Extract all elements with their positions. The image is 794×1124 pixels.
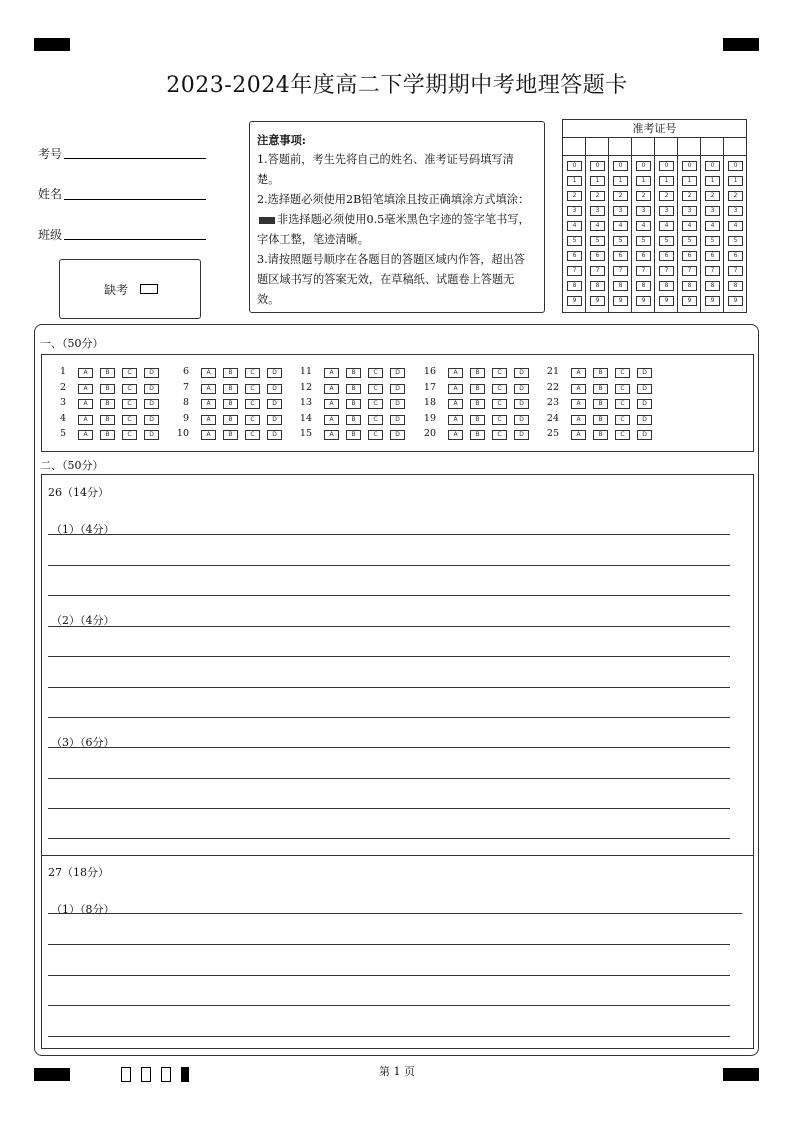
- question-number: 17: [423, 381, 436, 393]
- multiple-choice-grid: [41, 354, 754, 452]
- answer-bubble-b[interactable]: B: [346, 399, 361, 409]
- barcode-square: [141, 1067, 151, 1082]
- answer-writing-line[interactable]: [48, 808, 730, 809]
- admission-digit-bubble[interactable]: 7: [682, 266, 697, 276]
- answer-bubble-c[interactable]: C: [615, 430, 630, 440]
- answer-bubble-a[interactable]: A: [201, 384, 216, 394]
- admission-digit-bubble[interactable]: 2: [567, 191, 582, 201]
- answer-bubble-d[interactable]: D: [390, 368, 405, 378]
- answer-bubble-d[interactable]: D: [390, 415, 405, 425]
- admission-digit-bubble[interactable]: 6: [567, 251, 582, 261]
- question-number: 11: [299, 366, 312, 377]
- admission-digit-bubble[interactable]: 9: [705, 296, 720, 306]
- admission-digit-bubble[interactable]: 2: [705, 191, 720, 201]
- admission-digit-bubble[interactable]: 7: [613, 266, 628, 276]
- answer-bubble-c[interactable]: C: [492, 384, 507, 394]
- admission-digit-bubble[interactable]: 5: [728, 236, 743, 246]
- answer-writing-line[interactable]: [48, 1005, 730, 1006]
- admission-digit-bubble[interactable]: 5: [567, 236, 582, 246]
- admission-digit-bubble[interactable]: 8: [659, 281, 674, 291]
- answer-bubble-a[interactable]: A: [448, 415, 463, 425]
- answer-bubble-b[interactable]: B: [470, 415, 485, 425]
- question-number: 23: [546, 397, 559, 408]
- name-label: 姓名: [38, 187, 63, 201]
- section2-label: 二、（50分）: [40, 459, 104, 472]
- admission-digit-bubble[interactable]: 8: [728, 281, 743, 291]
- admission-digit-bubble[interactable]: 3: [659, 206, 674, 216]
- question-number: 22: [546, 381, 559, 393]
- admission-digit-bubble[interactable]: 7: [659, 266, 674, 276]
- admission-digit-bubble[interactable]: 1: [705, 176, 720, 186]
- barcode-square: [161, 1067, 171, 1082]
- answer-writing-line[interactable]: [48, 944, 730, 945]
- answer-bubble-b[interactable]: B: [593, 399, 608, 409]
- answer-bubble-d[interactable]: D: [267, 415, 282, 425]
- question-number: 8: [182, 397, 189, 408]
- section1-label: 一、（50分）: [40, 337, 104, 350]
- answer-bubble-c[interactable]: C: [492, 368, 507, 378]
- question-number: 4: [59, 412, 66, 424]
- admission-digit-bubble[interactable]: 7: [728, 266, 743, 276]
- answer-box-q26: [41, 474, 754, 856]
- question-number: 3: [59, 397, 66, 408]
- admission-digit-bubble[interactable]: 8: [636, 281, 651, 291]
- admission-digit-entry[interactable]: [701, 137, 723, 156]
- answer-bubble-a[interactable]: A: [448, 384, 463, 394]
- admission-digit-bubble[interactable]: 6: [682, 251, 697, 261]
- answer-bubble-b[interactable]: B: [593, 368, 608, 378]
- answer-bubble-a[interactable]: A: [571, 415, 586, 425]
- admission-digit-bubble[interactable]: 5: [613, 236, 628, 246]
- answer-bubble-a[interactable]: A: [78, 399, 93, 409]
- answer-bubble-b[interactable]: B: [223, 430, 238, 440]
- admission-digit-bubble[interactable]: 0: [567, 161, 582, 171]
- admission-digit-bubble[interactable]: 9: [728, 296, 743, 306]
- admission-digit-bubble[interactable]: 7: [567, 266, 582, 276]
- q26-label: 26（14分）: [48, 486, 109, 499]
- q27-label: 27（18分）: [48, 866, 109, 879]
- admission-digit-bubble[interactable]: 6: [590, 251, 605, 261]
- question-number: 14: [299, 412, 312, 424]
- answer-bubble-c[interactable]: C: [368, 368, 383, 378]
- answer-writing-line[interactable]: [48, 534, 730, 535]
- admission-digit-bubble[interactable]: 1: [636, 176, 651, 186]
- answer-bubble-d[interactable]: D: [637, 368, 652, 378]
- corner-mark-top-left: [34, 38, 70, 51]
- answer-bubble-d[interactable]: D: [144, 384, 159, 394]
- answer-bubble-c[interactable]: C: [368, 399, 383, 409]
- page-title: 2023-2024年度高二下学期期中考地理答题卡: [166, 73, 628, 98]
- answer-bubble-a[interactable]: A: [448, 368, 463, 378]
- question-number: 5: [59, 428, 66, 439]
- answer-bubble-a[interactable]: A: [571, 430, 586, 440]
- admission-digit-bubble[interactable]: 1: [590, 176, 605, 186]
- answer-bubble-b[interactable]: B: [470, 430, 485, 440]
- answer-bubble-c[interactable]: C: [122, 399, 137, 409]
- absent-label: 缺考: [104, 283, 129, 297]
- admission-digit-bubble[interactable]: 9: [613, 296, 628, 306]
- admission-digit-bubble[interactable]: 9: [567, 296, 582, 306]
- notes-item-2-a: 2.选择题必须使用2B铅笔填涂且按正确填涂方式填涂：: [257, 193, 530, 206]
- admission-digit-bubble[interactable]: 8: [590, 281, 605, 291]
- answer-bubble-c[interactable]: C: [245, 399, 260, 409]
- answer-bubble-d[interactable]: D: [514, 399, 529, 409]
- admission-digit-bubble[interactable]: 5: [659, 236, 674, 246]
- answer-writing-line[interactable]: [48, 778, 730, 779]
- answer-bubble-d[interactable]: D: [144, 368, 159, 378]
- q27-part1-label: （1）（8分）: [51, 903, 115, 916]
- admission-digit-bubble[interactable]: 3: [613, 206, 628, 216]
- admission-digit-bubble[interactable]: 1: [613, 176, 628, 186]
- answer-bubble-a[interactable]: A: [324, 415, 339, 425]
- answer-bubble-b[interactable]: B: [470, 399, 485, 409]
- question-number: 24: [546, 412, 559, 424]
- admission-digit-bubble[interactable]: 7: [590, 266, 605, 276]
- answer-bubble-a[interactable]: A: [78, 384, 93, 394]
- answer-writing-line[interactable]: [48, 717, 730, 718]
- answer-box-q27: [41, 855, 754, 1049]
- admission-digit-bubble[interactable]: 4: [636, 221, 651, 231]
- answer-bubble-c[interactable]: C: [122, 415, 137, 425]
- answer-bubble-a[interactable]: A: [78, 430, 93, 440]
- exam-no-label: 考号: [38, 147, 63, 161]
- answer-writing-line[interactable]: [48, 687, 730, 688]
- admission-column-divider: [563, 137, 724, 312]
- answer-bubble-a[interactable]: A: [571, 399, 586, 409]
- question-number: 12: [299, 381, 312, 393]
- answer-bubble-a[interactable]: A: [571, 368, 586, 378]
- question-number: 2: [59, 381, 66, 393]
- answer-bubble-d[interactable]: D: [267, 368, 282, 378]
- answer-bubble-d[interactable]: D: [144, 430, 159, 440]
- corner-mark-top-right: [723, 38, 759, 51]
- answer-bubble-c[interactable]: C: [245, 430, 260, 440]
- answer-bubble-c[interactable]: C: [615, 415, 630, 425]
- answer-bubble-b[interactable]: B: [346, 384, 361, 394]
- admission-digit-bubble[interactable]: 2: [613, 191, 628, 201]
- admission-digit-bubble[interactable]: 3: [567, 206, 582, 216]
- answer-bubble-a[interactable]: A: [78, 415, 93, 425]
- answer-bubble-c[interactable]: C: [122, 430, 137, 440]
- answer-bubble-d[interactable]: D: [390, 430, 405, 440]
- answer-bubble-a[interactable]: A: [324, 399, 339, 409]
- answer-bubble-d[interactable]: D: [390, 399, 405, 409]
- answer-writing-line[interactable]: [48, 565, 730, 566]
- admission-digit-bubble[interactable]: 2: [659, 191, 674, 201]
- admission-digit-bubble[interactable]: 6: [728, 251, 743, 261]
- question-number: 21: [546, 366, 559, 377]
- answer-bubble-a[interactable]: A: [324, 368, 339, 378]
- admission-digit-bubble[interactable]: 0: [613, 161, 628, 171]
- admission-digit-bubble[interactable]: 7: [636, 266, 651, 276]
- answer-bubble-c[interactable]: C: [492, 399, 507, 409]
- answer-bubble-b[interactable]: B: [223, 384, 238, 394]
- admission-number-grid: [562, 119, 747, 313]
- answer-bubble-d[interactable]: D: [267, 399, 282, 409]
- answer-bubble-d[interactable]: D: [637, 415, 652, 425]
- answer-bubble-b[interactable]: B: [346, 430, 361, 440]
- admission-digit-bubble[interactable]: 0: [590, 161, 605, 171]
- answer-bubble-b[interactable]: B: [100, 430, 115, 440]
- exam-no-field[interactable]: [64, 158, 206, 159]
- admission-digit-bubble[interactable]: 0: [682, 161, 697, 171]
- admission-digit-bubble[interactable]: 4: [613, 221, 628, 231]
- answer-bubble-b[interactable]: B: [100, 368, 115, 378]
- q26-part2-label: （2）（4分）: [51, 614, 115, 627]
- answer-bubble-d[interactable]: D: [637, 384, 652, 394]
- admission-digit-bubble[interactable]: 5: [636, 236, 651, 246]
- admission-digit-bubble[interactable]: 6: [636, 251, 651, 261]
- answer-bubble-c[interactable]: C: [245, 384, 260, 394]
- answer-bubble-b[interactable]: B: [470, 384, 485, 394]
- admission-digit-bubble[interactable]: 3: [590, 206, 605, 216]
- answer-bubble-b[interactable]: B: [470, 368, 485, 378]
- answer-bubble-b[interactable]: B: [346, 415, 361, 425]
- admission-digit-bubble[interactable]: 0: [659, 161, 674, 171]
- admission-digit-bubble[interactable]: 2: [636, 191, 651, 201]
- admission-digit-bubble[interactable]: 8: [613, 281, 628, 291]
- admission-digit-bubble[interactable]: 9: [682, 296, 697, 306]
- answer-writing-line[interactable]: [48, 595, 730, 596]
- admission-digit-bubble[interactable]: 8: [682, 281, 697, 291]
- admission-digit-bubble[interactable]: 9: [590, 296, 605, 306]
- admission-digit-bubble[interactable]: 5: [682, 236, 697, 246]
- admission-digit-bubble[interactable]: 1: [659, 176, 674, 186]
- notes-heading: 注意事项:: [257, 133, 306, 147]
- answer-bubble-b[interactable]: B: [223, 415, 238, 425]
- admission-digit-bubble[interactable]: 2: [590, 191, 605, 201]
- answer-bubble-b[interactable]: B: [593, 384, 608, 394]
- answer-bubble-b[interactable]: B: [100, 399, 115, 409]
- answer-bubble-b[interactable]: B: [223, 399, 238, 409]
- answer-bubble-a[interactable]: A: [201, 368, 216, 378]
- admission-digit-bubble[interactable]: 8: [705, 281, 720, 291]
- answer-bubble-d[interactable]: D: [514, 430, 529, 440]
- admission-digit-bubble[interactable]: 0: [705, 161, 720, 171]
- question-number: 9: [182, 412, 189, 424]
- admission-digit-bubble[interactable]: 1: [682, 176, 697, 186]
- answer-bubble-d[interactable]: D: [267, 430, 282, 440]
- question-number: 7: [182, 381, 189, 393]
- answer-writing-line[interactable]: [48, 656, 730, 657]
- answer-bubble-b[interactable]: B: [100, 415, 115, 425]
- answer-bubble-a[interactable]: A: [571, 384, 586, 394]
- answer-bubble-d[interactable]: D: [390, 384, 405, 394]
- answer-bubble-c[interactable]: C: [368, 415, 383, 425]
- page-number: 第 1 页: [379, 1065, 415, 1078]
- absent-checkbox[interactable]: [140, 284, 158, 294]
- answer-writing-line[interactable]: [48, 838, 730, 839]
- admission-digit-bubble[interactable]: 9: [636, 296, 651, 306]
- answer-bubble-c[interactable]: C: [368, 384, 383, 394]
- answer-writing-line[interactable]: [48, 747, 730, 748]
- admission-digit-bubble[interactable]: 3: [636, 206, 651, 216]
- answer-bubble-a[interactable]: A: [324, 430, 339, 440]
- answer-bubble-c[interactable]: C: [245, 415, 260, 425]
- admission-digit-bubble[interactable]: 7: [705, 266, 720, 276]
- absent-box: [59, 259, 201, 319]
- answer-bubble-d[interactable]: D: [637, 430, 652, 440]
- admission-digit-bubble[interactable]: 1: [567, 176, 582, 186]
- answer-bubble-c[interactable]: C: [615, 384, 630, 394]
- answer-bubble-a[interactable]: A: [201, 399, 216, 409]
- question-number: 18: [423, 397, 436, 408]
- notes-item-1: 1.答题前，考生先将自己的姓名、准考证号码填写清楚。: [257, 153, 514, 186]
- answer-bubble-c[interactable]: C: [492, 415, 507, 425]
- answer-writing-line[interactable]: [48, 975, 730, 976]
- answer-bubble-c[interactable]: C: [615, 368, 630, 378]
- admission-title: 准考证号: [563, 120, 746, 138]
- q26-part1-label: （1）（4分）: [51, 523, 115, 536]
- question-number: 19: [423, 412, 436, 424]
- answer-bubble-a[interactable]: A: [448, 399, 463, 409]
- admission-digit-bubble[interactable]: 4: [728, 221, 743, 231]
- admission-digit-entry[interactable]: [724, 137, 746, 156]
- answer-bubble-d[interactable]: D: [267, 384, 282, 394]
- admission-digit-bubble[interactable]: 4: [682, 221, 697, 231]
- question-number: 25: [546, 428, 559, 439]
- answer-bubble-d[interactable]: D: [144, 399, 159, 409]
- admission-digit-bubble[interactable]: 8: [567, 281, 582, 291]
- answer-bubble-d[interactable]: D: [144, 415, 159, 425]
- answer-bubble-b[interactable]: B: [593, 415, 608, 425]
- admission-digit-bubble[interactable]: 5: [590, 236, 605, 246]
- question-number: 15: [299, 428, 312, 439]
- answer-bubble-d[interactable]: D: [514, 368, 529, 378]
- answer-bubble-d[interactable]: D: [514, 415, 529, 425]
- question-number: 13: [299, 397, 312, 408]
- admission-digit-bubble[interactable]: 3: [705, 206, 720, 216]
- answer-writing-line[interactable]: [48, 1036, 730, 1037]
- answer-bubble-c[interactable]: C: [122, 368, 137, 378]
- question-number: 16: [423, 366, 436, 377]
- admission-digit-bubble[interactable]: 2: [728, 191, 743, 201]
- answer-writing-line[interactable]: [48, 913, 742, 914]
- answer-bubble-b[interactable]: B: [223, 368, 238, 378]
- answer-writing-line[interactable]: [48, 626, 730, 627]
- answer-bubble-a[interactable]: A: [324, 384, 339, 394]
- answer-bubble-d[interactable]: D: [637, 399, 652, 409]
- admission-digit-bubble[interactable]: 0: [728, 161, 743, 171]
- admission-digit-bubble[interactable]: 2: [682, 191, 697, 201]
- question-number: 1: [59, 366, 66, 377]
- answer-bubble-b[interactable]: B: [100, 384, 115, 394]
- admission-digit-bubble[interactable]: 4: [659, 221, 674, 231]
- barcode-square: [121, 1067, 131, 1082]
- answer-bubble-c[interactable]: C: [245, 368, 260, 378]
- answer-bubble-c[interactable]: C: [492, 430, 507, 440]
- answer-bubble-d[interactable]: D: [514, 384, 529, 394]
- admission-digit-bubble[interactable]: 9: [659, 296, 674, 306]
- answer-bubble-c[interactable]: C: [368, 430, 383, 440]
- question-number: 10: [176, 428, 189, 439]
- answer-bubble-a[interactable]: A: [201, 415, 216, 425]
- answer-bubble-a[interactable]: A: [201, 430, 216, 440]
- notes-item-3: 3.请按照题号顺序在各题目的答题区域内作答，超出答题区域书写的答案无效，在草稿纸、试题卷上答题无效。: [257, 253, 525, 306]
- admission-digit-bubble[interactable]: 6: [613, 251, 628, 261]
- notes-panel: [249, 121, 545, 313]
- answer-bubble-a[interactable]: A: [78, 368, 93, 378]
- admission-digit-bubble[interactable]: 0: [636, 161, 651, 171]
- question-number: 6: [182, 366, 189, 377]
- answer-bubble-c[interactable]: C: [615, 399, 630, 409]
- answer-bubble-b[interactable]: B: [346, 368, 361, 378]
- barcode-filled-square: [181, 1067, 189, 1082]
- admission-digit-bubble[interactable]: 3: [682, 206, 697, 216]
- admission-digit-bubble[interactable]: 1: [728, 176, 743, 186]
- answer-bubble-b[interactable]: B: [593, 430, 608, 440]
- admission-digit-bubble[interactable]: 6: [659, 251, 674, 261]
- admission-digit-bubble[interactable]: 4: [567, 221, 582, 231]
- filled-bubble-example-icon: [259, 217, 275, 224]
- class-field[interactable]: [64, 239, 206, 240]
- name-field[interactable]: [64, 199, 206, 200]
- admission-digit-bubble[interactable]: 3: [728, 206, 743, 216]
- admission-digit-bubble[interactable]: 4: [590, 221, 605, 231]
- notes-item-2: [257, 190, 536, 250]
- answer-bubble-a[interactable]: A: [448, 430, 463, 440]
- answer-bubble-c[interactable]: C: [122, 384, 137, 394]
- admission-digit-bubble[interactable]: 6: [705, 251, 720, 261]
- question-number: 20: [423, 428, 436, 439]
- q26-part3-label: （3）（6分）: [51, 736, 115, 749]
- admission-digit-bubble[interactable]: 4: [705, 221, 720, 231]
- notes-item-2-b: 非选择题必须使用0.5毫米黑色字迹的签字笔书写，字体工整，笔迹清晰。: [257, 213, 530, 246]
- admission-digit-bubble[interactable]: 5: [705, 236, 720, 246]
- class-label: 班级: [38, 228, 63, 242]
